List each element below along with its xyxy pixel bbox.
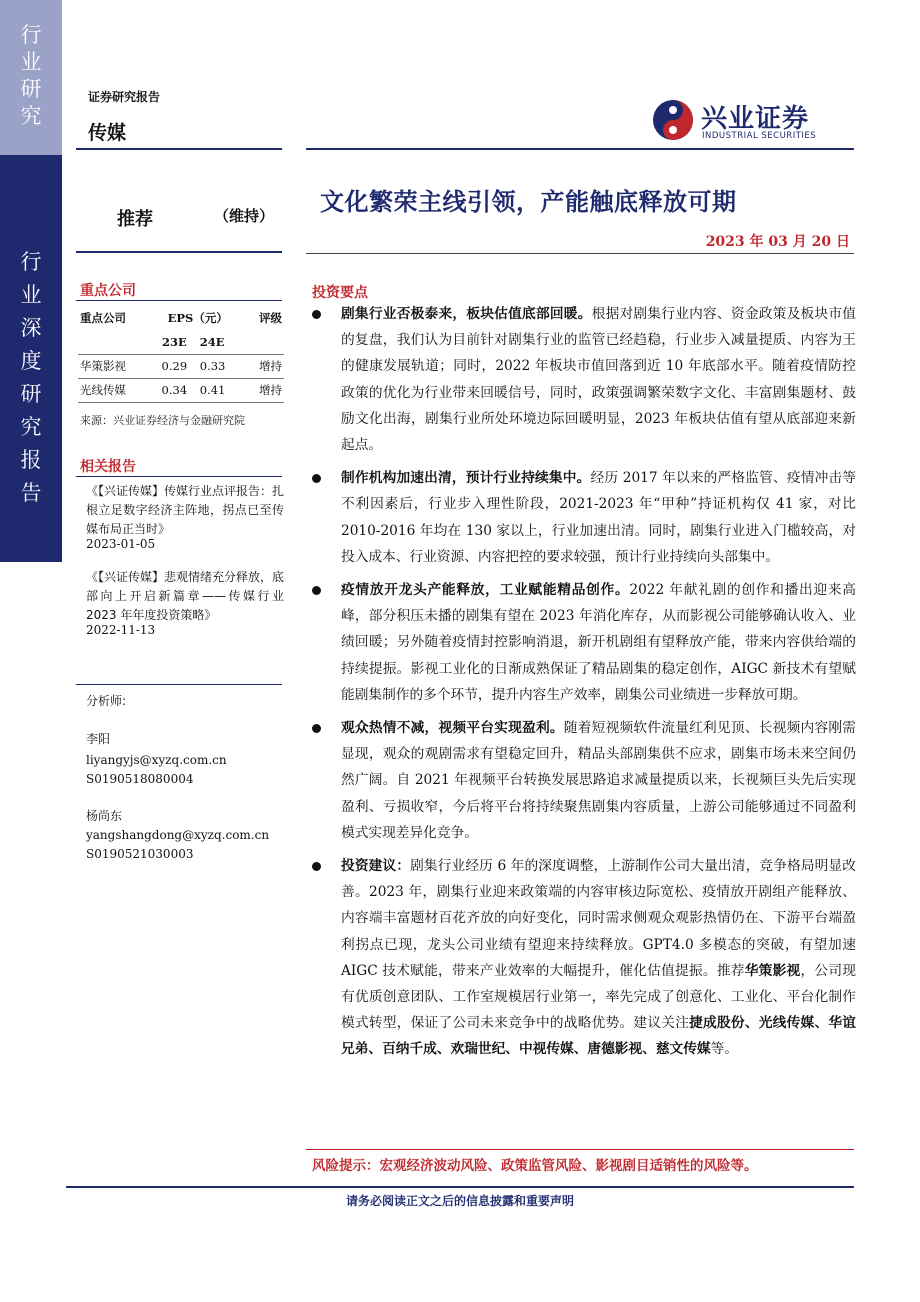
sidebar-top-char: 行: [20, 23, 42, 47]
header-divider-right: [306, 148, 854, 150]
bullet-lead: 观众热情不减，视频平台实现盈利。: [341, 720, 564, 737]
related-report-link[interactable]: 《【兴证传媒】传媒行业点评报告：扎根立足数字经济主阵地，拐点已至传媒布局正当时》: [86, 484, 285, 536]
table-source: 来源：兴业证券经济与金融研究院: [80, 414, 245, 427]
rating-status: （维持）: [214, 207, 275, 225]
rating-cell: 增持: [245, 354, 284, 378]
list-item: [312, 577, 856, 708]
table-subheader-row: [78, 330, 284, 354]
sidebar-bottom-char: 告: [20, 481, 42, 505]
risk-warning: 风险提示：宏观经济波动风险、政策监管风险、影视剧目适销性的风险等。: [312, 1158, 758, 1174]
sidebar-bottom-char: 深: [20, 316, 42, 340]
sidebar-top-char: 究: [20, 104, 42, 128]
list-item: [312, 301, 856, 458]
sidebar-bottom-label: [0, 246, 62, 510]
report-type: 证券研究报告: [88, 90, 161, 104]
bullet-text: 2022 年献礼剧的创作和播出迎来高峰，部分积压未播的剧集有望在 2023 年消化库存，从而影视公司能够确认收入、业绩回暖；另外随着疫情封控影响消退，新开机剧组有望释放产能，带来内容供给端的持续提振。影视工业化的日渐成熟保证了精品剧集的稳定创作，AIGC 新技术有望赋能剧集制作的多个环节，提升内容生产效率，剧集公司业绩进一步释放可期。: [341, 582, 856, 703]
bullet-icon: [312, 724, 321, 733]
year2-header: 24E: [199, 334, 225, 349]
industry-name: 传媒: [88, 122, 127, 144]
risk-rule: [306, 1149, 854, 1150]
bullet-icon: [312, 862, 321, 871]
bullet-icon: [312, 474, 321, 483]
year1-header: 23E: [161, 334, 187, 349]
analyst-label: 分析师:: [86, 694, 127, 708]
sidebar-bottom-char: 究: [20, 415, 42, 439]
key-companies-rule: [76, 300, 282, 301]
investment-bullets: [312, 301, 856, 1070]
company-name-en: INDUSTRIAL SECURITIES: [702, 131, 817, 141]
advice-pick: 华策影视: [744, 962, 801, 979]
analyst-email[interactable]: liyangyjs@xyzq.com.cn: [86, 753, 227, 767]
sidebar-top-label: [0, 22, 62, 130]
analyst-rule: [76, 684, 282, 685]
advice-text: ，公司现有优质创意团队、工作室规模居行业第一，率先完成了创意化、工业化、平台化制作模式转型，保证了公司未来竞争中的战略优势。建议关注: [341, 962, 856, 1032]
analyst-license: S0190518080004: [86, 772, 194, 786]
table-row: [78, 354, 284, 378]
page-title: 文化繁荣主线引领，产能触底释放可期: [320, 188, 737, 216]
list-item: [312, 715, 856, 846]
footer-divider: [66, 1186, 854, 1188]
list-item: [312, 465, 856, 570]
eps23-cell: 0.29: [151, 354, 198, 378]
bullet-lead: 制作机构加速出清，预计行业持续集中。: [341, 470, 591, 487]
logo-emblem-icon: [651, 98, 695, 142]
analyst-name: 李阳: [86, 732, 111, 746]
advice-end: 等。: [710, 1041, 738, 1058]
rating: 推荐: [117, 209, 153, 230]
advice-text: 剧集行业经历 6 年的深度调整，上游制作公司大量出清，竞争格局明显改善。2023 年，剧集行业迎来政策端的内容审核边际宽松、疫情放开剧组产能释放、内容端丰富题材百花齐放的向好变化，同时需求侧观众观影热情仍在、下游平台端盈利拐点已现，龙头公司业绩有望迎来持续释放。GPT4.0 多模态的突破，有望加速 AIGC 技术赋能，带来产业效率的大幅提升，催化估值提振。推荐: [341, 858, 856, 979]
related-report-date: 2023-01-05: [86, 537, 156, 551]
eps23-cell: 0.34: [151, 378, 198, 402]
bullet-text: 根据对剧集行业内容、资金政策及板块市值的复盘，我们认为目前针对剧集行业的监管已经趋稳，行业步入减量提质、内容为王的健康发展轨道；同时，2022 年板块市值回落到近 10 年底部水平。随着疫情防控政策的优化为行业带来回暖信号，同时，政策强调繁荣数字文化、丰富剧集题材、鼓励文化出海，剧集行业所处环境边际回暖明显，2023 年板块估值有望从底部迎来新起点。: [341, 306, 856, 454]
sidebar-bottom-char: 行: [20, 250, 42, 274]
blank-cell: [78, 330, 151, 354]
advice-watchlist: 捷成股份、光线传媒、华谊兄弟、百纳千成、欢瑞世纪、中视传媒、唐德影视、慈文传媒: [341, 1015, 856, 1058]
bullet-icon: [312, 586, 321, 595]
sidebar-bottom-char: 业: [20, 283, 42, 307]
blank-cell: [245, 330, 284, 354]
sidebar-bottom-char: 度: [20, 349, 42, 373]
date-divider: [306, 253, 854, 254]
key-companies-table: [78, 306, 284, 403]
bullet-lead: 剧集行业否极泰来，板块估值底部回暖。: [341, 306, 592, 322]
company-name: 兴业证券: [701, 104, 810, 134]
analyst-license: S0190521030003: [86, 847, 194, 861]
table-row: [78, 378, 284, 402]
company-name-cell: 光线传媒: [78, 378, 151, 402]
bullet-text: 随着短视频软件流量红利见顶、长视频内容刚需显现，观众的观剧需求有望稳定回升，精品头部剧集供不应求，剧集市场未来空间仍然广阔。自 2021 年视频平台转换发展思路追求减量提质以来，长视频巨头先后实现盈利、亏损收窄，今后将平台将持续聚焦剧集内容质量，上游公司能够通过不同盈利模式实现差异化竞争。: [341, 720, 856, 841]
bullet-text: 经历 2017 年以来的严格监管、疫情冲击等不利因素后，行业步入理性阶段，2021-2023 年“甲种”持证机构仅 41 家，对比 2010-2016 年均在 130 家以上，行业加速出清。同时，剧集行业进入门槛较高，对投入成本、行业资源、内容把控的要求较强，预计行业持续向头部集中。: [341, 470, 856, 565]
bullet-lead: 疫情放开龙头产能释放，工业赋能精品创作。: [341, 582, 630, 599]
table-header-row: [78, 306, 284, 330]
eps24-cell: 0.41: [198, 378, 245, 402]
investment-heading: 投资要点: [312, 285, 368, 301]
col-eps-header: EPS（元）: [167, 311, 228, 325]
rating-divider: [76, 251, 282, 253]
company-name-cell: 华策影视: [78, 354, 151, 378]
footer-disclaimer[interactable]: 请务必阅读正文之后的信息披露和重要声明: [345, 1194, 574, 1208]
sidebar-bottom-char: 研: [20, 382, 42, 406]
analyst-email[interactable]: yangshangdong@xyzq.com.cn: [86, 828, 270, 842]
related-rule: [76, 476, 282, 477]
sidebar-top-char: 业: [20, 50, 42, 74]
investment-advice: [312, 853, 856, 1063]
report-date: 2023 年 03 月 20 日: [705, 234, 850, 250]
sidebar-bottom-char: 报: [20, 448, 42, 472]
company-logo: [651, 98, 841, 144]
related-report-date: 2022-11-13: [86, 623, 156, 637]
related-reports-heading: 相关报告: [80, 459, 136, 475]
key-companies-heading: 重点公司: [80, 283, 136, 299]
col-company-header: 重点公司: [80, 311, 126, 325]
col-rating-header: 评级: [259, 311, 282, 325]
sidebar-top-char: 研: [20, 77, 42, 101]
related-report-link[interactable]: 《【兴证传媒】悲观情绪充分释放，底部向上开启新篇章——传媒行业 2023 年年度投资策略》: [86, 570, 285, 622]
bullet-icon: [312, 310, 321, 319]
rating-cell: 增持: [245, 378, 284, 402]
analyst-name: 杨尚东: [86, 809, 123, 823]
eps24-cell: 0.33: [198, 354, 245, 378]
advice-lead: 投资建议：: [341, 858, 411, 875]
header-divider-left: [76, 148, 282, 150]
